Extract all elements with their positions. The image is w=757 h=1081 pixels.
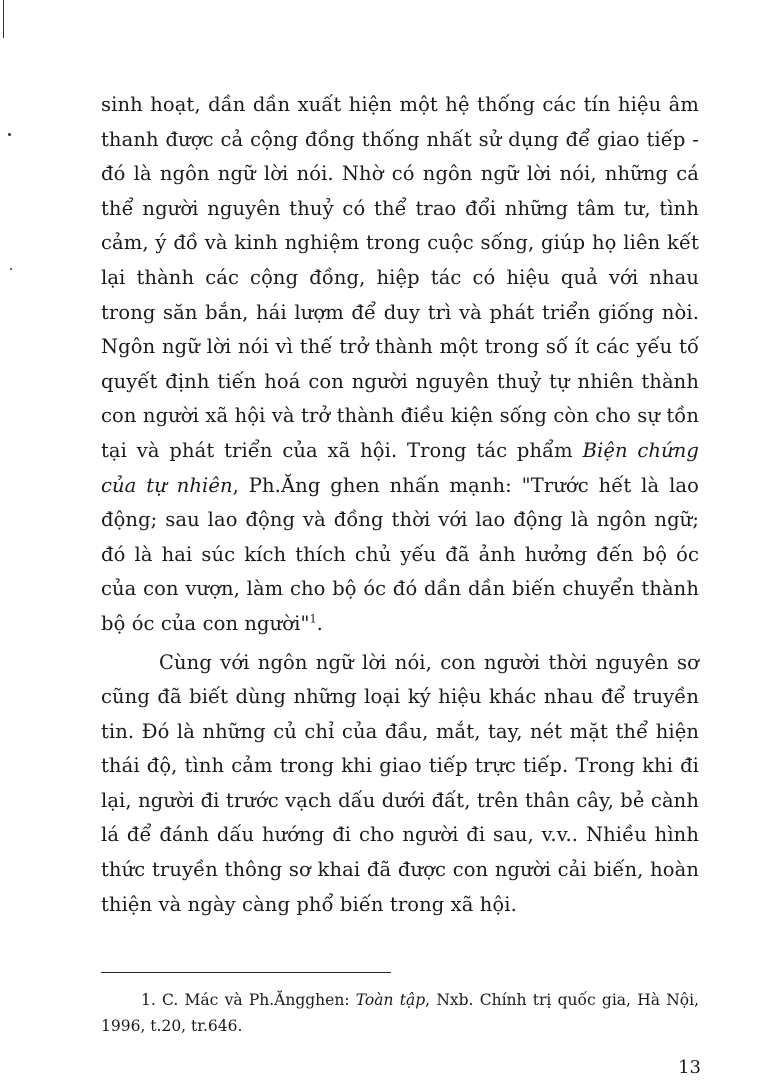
footnote-rest: , Nxb. Chính trị quốc gia, Hà Nội, 1996, t.20, tr.646. [101, 991, 699, 1035]
scan-speck [10, 268, 12, 270]
paragraph-1-end: . [316, 611, 323, 635]
page-number: 13 [678, 1057, 701, 1078]
footnote-reference[interactable]: 1 [309, 612, 317, 626]
footnote [101, 987, 699, 1039]
paragraph-1 [101, 88, 699, 642]
scan-speck [8, 133, 11, 136]
scan-edge-mark [3, 0, 4, 38]
book-title-italic: Biện chứng của tự nhiên [101, 438, 699, 497]
paragraph-1-text-b: , Ph.Ăng ghen nhấn mạnh: "Trước hết là lao động; sau lao động và đồng thời với lao động là ngôn ngữ; đó là hai súc kích thích chủ yếu đã ảnh hưởng đến bộ óc của con vượn, làm cho bộ óc đó dần dần biến chuyển thành bộ óc của con người" [101, 473, 699, 635]
main-text [101, 88, 699, 922]
footnote-divider [101, 972, 391, 973]
paragraph-2: Cùng với ngôn ngữ lời nói, con người thời nguyên sơ cũng đã biết dùng những loại ký hiệu khác nhau để truyền tin. Đó là những củ chỉ của đầu, mắt, tay, nét mặt thể hiện thái độ, tình cảm trong khi giao tiếp trực tiếp. Trong khi đi lại, người đi trước vạch dấu dưới đất, trên thân cây, bẻ cành lá để đánh dấu hướng đi cho người đi sau, v.v.. Nhiều hình thức truyền thông sơ khai đã được con người cải biến, hoàn thiện và ngày càng phổ biến trong xã hội. [101, 650, 699, 916]
footnote-title: Toàn tập [355, 991, 426, 1009]
footnote-prefix: 1. C. Mác và Ph.Ăngghen: [141, 991, 356, 1009]
paragraph-1-text-a: sinh hoạt, dần dần xuất hiện một hệ thống các tín hiệu âm thanh được cả cộng đồng thống nhất sử dụng để giao tiếp - đó là ngôn ngữ lời nói. Nhờ có ngôn ngữ lời nói, những cá thể người nguyên thuỷ có thể trao đổi những tâm tư, tình cảm, ý đồ và kinh nghiệm trong cuộc sống, giúp họ liên kết lại thành các cộng đồng, hiệp tác có hiệu quả với nhau trong săn bắn, hái lượm để duy trì và phát triển giống nòi. Ngôn ngữ lời nói vì thế trở thành một trong số ít các yếu tố quyết định tiến hoá con người nguyên thuỷ tự nhiên thành con người xã hội và trở thành điều kiện sống còn cho sự tồn tại và phát triển của xã hội. Trong tác phẩm [101, 93, 699, 462]
